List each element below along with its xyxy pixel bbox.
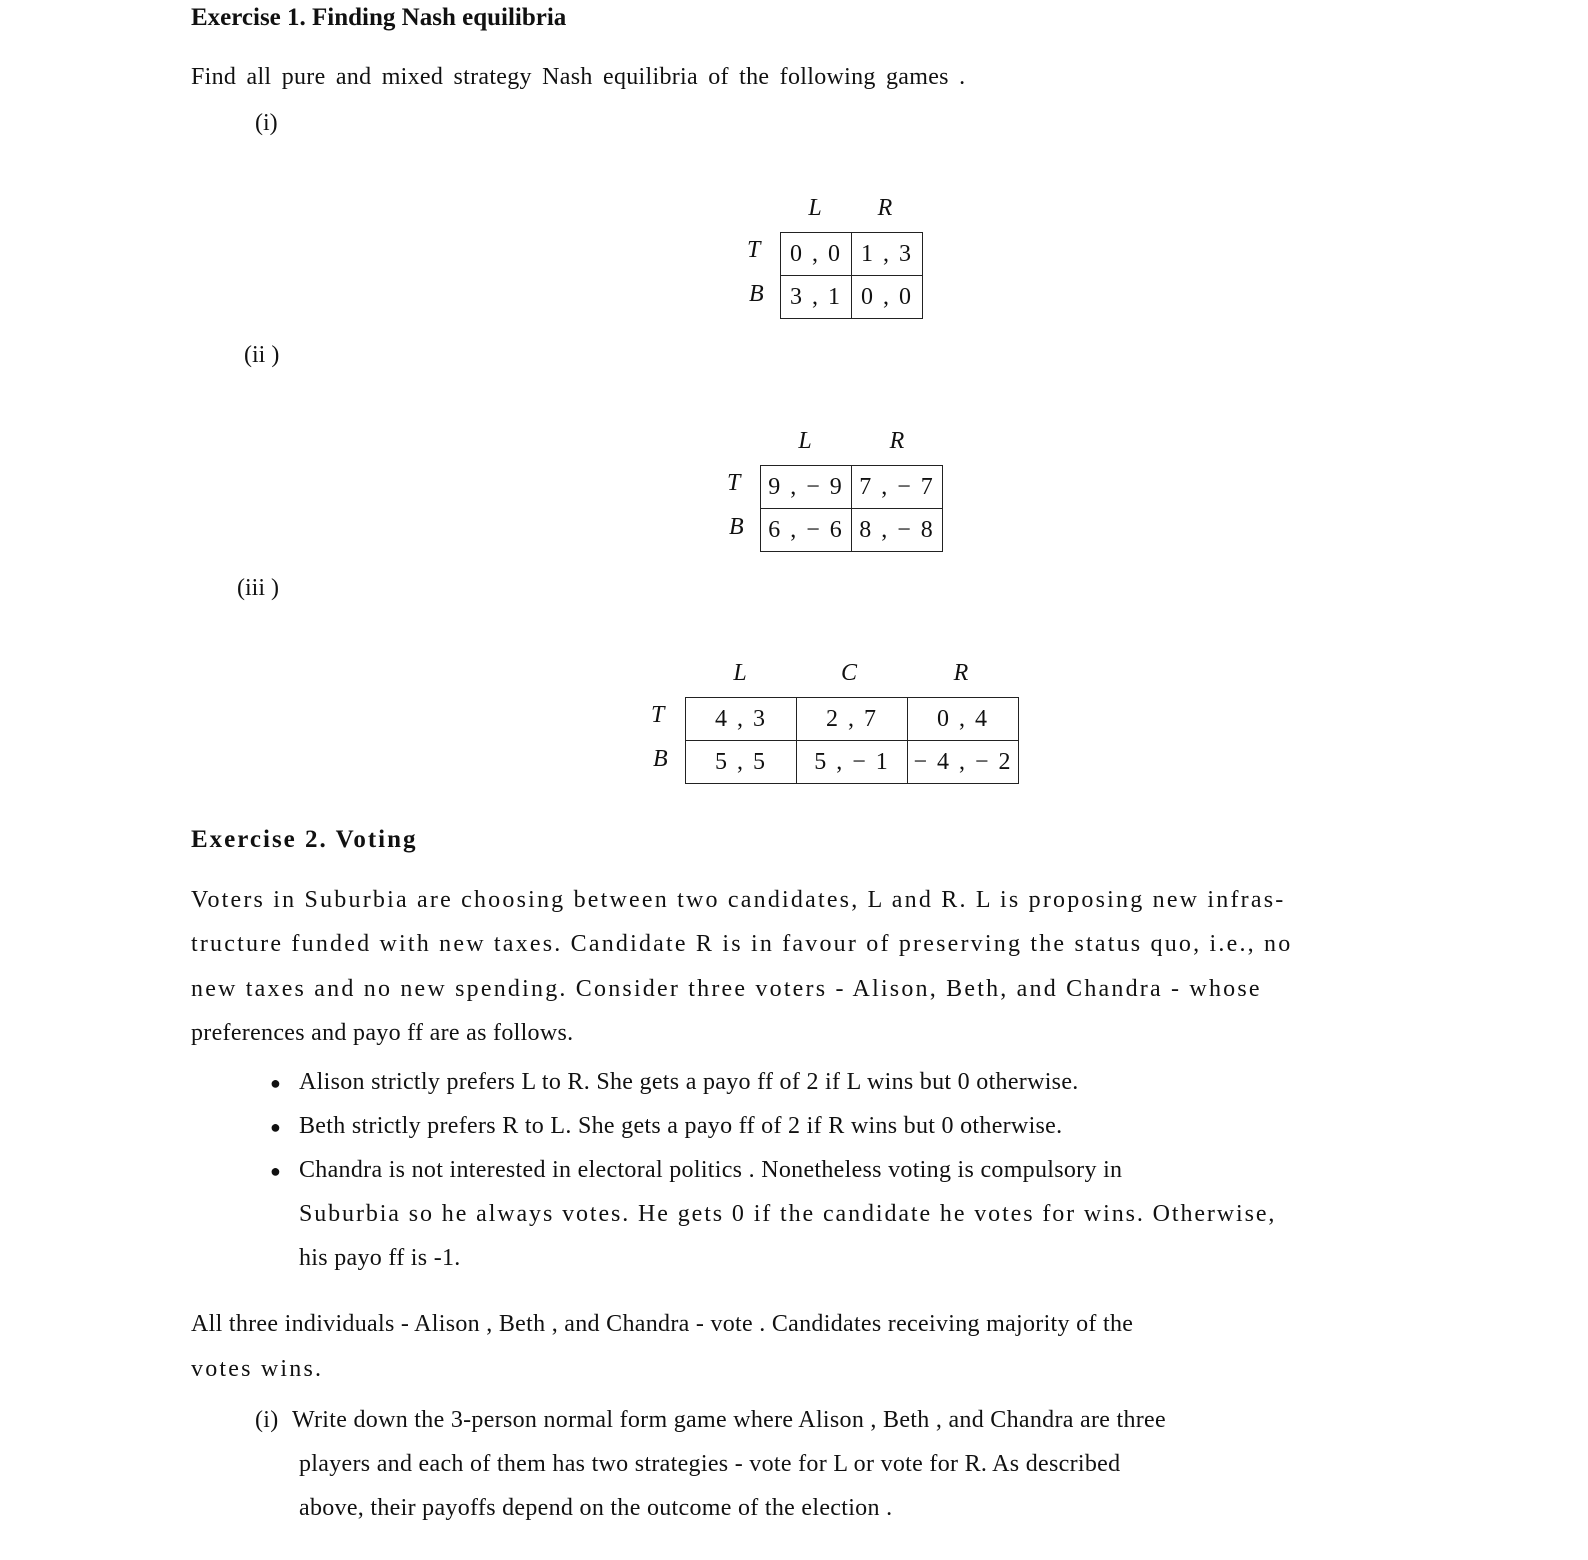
paragraph-line: tructure funded with new taxes. Candidate R is in favour of preserving the status quo, i.e., no <box>191 931 1293 957</box>
payoff-cell: 5 , 5 <box>686 741 797 784</box>
payoff-cell: 8 , − 8 <box>852 509 943 552</box>
payoff-cell: 9 , − 9 <box>761 466 852 509</box>
game-2-col-header: R <box>889 428 905 454</box>
list-item-continuation: Suburbia so he always votes. He gets 0 if the candidate he votes for wins. Otherwise, <box>299 1201 1277 1227</box>
game-2-matrix <box>760 465 943 552</box>
question-line: players and each of them has two strategies - vote for L or vote for R. As described <box>299 1451 1121 1477</box>
list-item: Beth strictly prefers R to L. She gets a payo ff of 2 if R wins but 0 otherwise. <box>299 1113 1063 1139</box>
game-3-row-header: B <box>653 746 668 772</box>
paragraph-line: new taxes and no new spending. Consider three voters - Alison, Beth, and Chandra - whose <box>191 976 1262 1002</box>
exercise1-intro: Find all pure and mixed strategy Nash equilibria of the following games . <box>191 64 966 90</box>
game-1-row-header: B <box>749 281 764 307</box>
game-3-col-header: R <box>953 660 969 686</box>
payoff-cell: 7 , − 7 <box>852 466 943 509</box>
paragraph-line: All three individuals - Alison , Beth , and Chandra - vote . Candidates receiving majority of the <box>191 1311 1134 1337</box>
list-item: Chandra is not interested in electoral politics . Nonetheless voting is compulsory in <box>299 1157 1123 1183</box>
game-2-col-header: L <box>798 428 812 454</box>
bullet-icon: ● <box>270 1161 281 1181</box>
question-line: Write down the 3-person normal form game where Alison , Beth , and Chandra are three <box>292 1407 1166 1433</box>
payoff-cell: 1 , 3 <box>852 233 923 276</box>
payoff-cell: 2 , 7 <box>797 698 908 741</box>
game-2-label: (ii ) <box>244 342 280 368</box>
payoff-cell: 3 , 1 <box>781 276 852 319</box>
exercise1-title: Exercise 1. Finding Nash equilibria <box>191 4 567 31</box>
question-label: (i) <box>255 1407 279 1433</box>
paragraph-line: Voters in Suburbia are choosing between two candidates, L and R. L is proposing new infras- <box>191 887 1286 913</box>
payoff-cell: 0 , 0 <box>852 276 923 319</box>
game-3-col-header: C <box>840 660 857 686</box>
payoff-cell: 0 , 0 <box>781 233 852 276</box>
list-item-continuation: his payo ff is -1. <box>299 1245 461 1271</box>
game-1-row-header: T <box>747 237 761 263</box>
exercise2-title: Exercise 2. Voting <box>191 826 418 853</box>
payoff-cell: 5 , − 1 <box>797 741 908 784</box>
payoff-cell: − 4 , − 2 <box>908 741 1019 784</box>
list-item: Alison strictly prefers L to R. She gets a payo ff of 2 if L wins but 0 otherwise. <box>299 1069 1079 1095</box>
payoff-cell: 4 , 3 <box>686 698 797 741</box>
game-2-row-header: T <box>727 470 741 496</box>
game-1-label: (i) <box>255 110 278 136</box>
question-line: above, their payoffs depend on the outcome of the election . <box>299 1495 893 1521</box>
game-3-row-header: T <box>651 702 665 728</box>
paragraph-line: preferences and payo ff are as follows. <box>191 1020 574 1046</box>
game-1-matrix <box>780 232 923 319</box>
payoff-cell: 0 , 4 <box>908 698 1019 741</box>
game-3-label: (iii ) <box>237 575 279 601</box>
game-3-col-header: L <box>733 660 747 686</box>
bullet-icon: ● <box>270 1073 281 1093</box>
game-2-row-header: B <box>729 514 744 540</box>
bullet-icon: ● <box>270 1117 281 1137</box>
paragraph-line: votes wins. <box>191 1356 324 1382</box>
game-1-col-header: L <box>808 195 822 221</box>
game-3-matrix <box>685 697 1019 784</box>
payoff-cell: 6 , − 6 <box>761 509 852 552</box>
game-1-col-header: R <box>877 195 893 221</box>
